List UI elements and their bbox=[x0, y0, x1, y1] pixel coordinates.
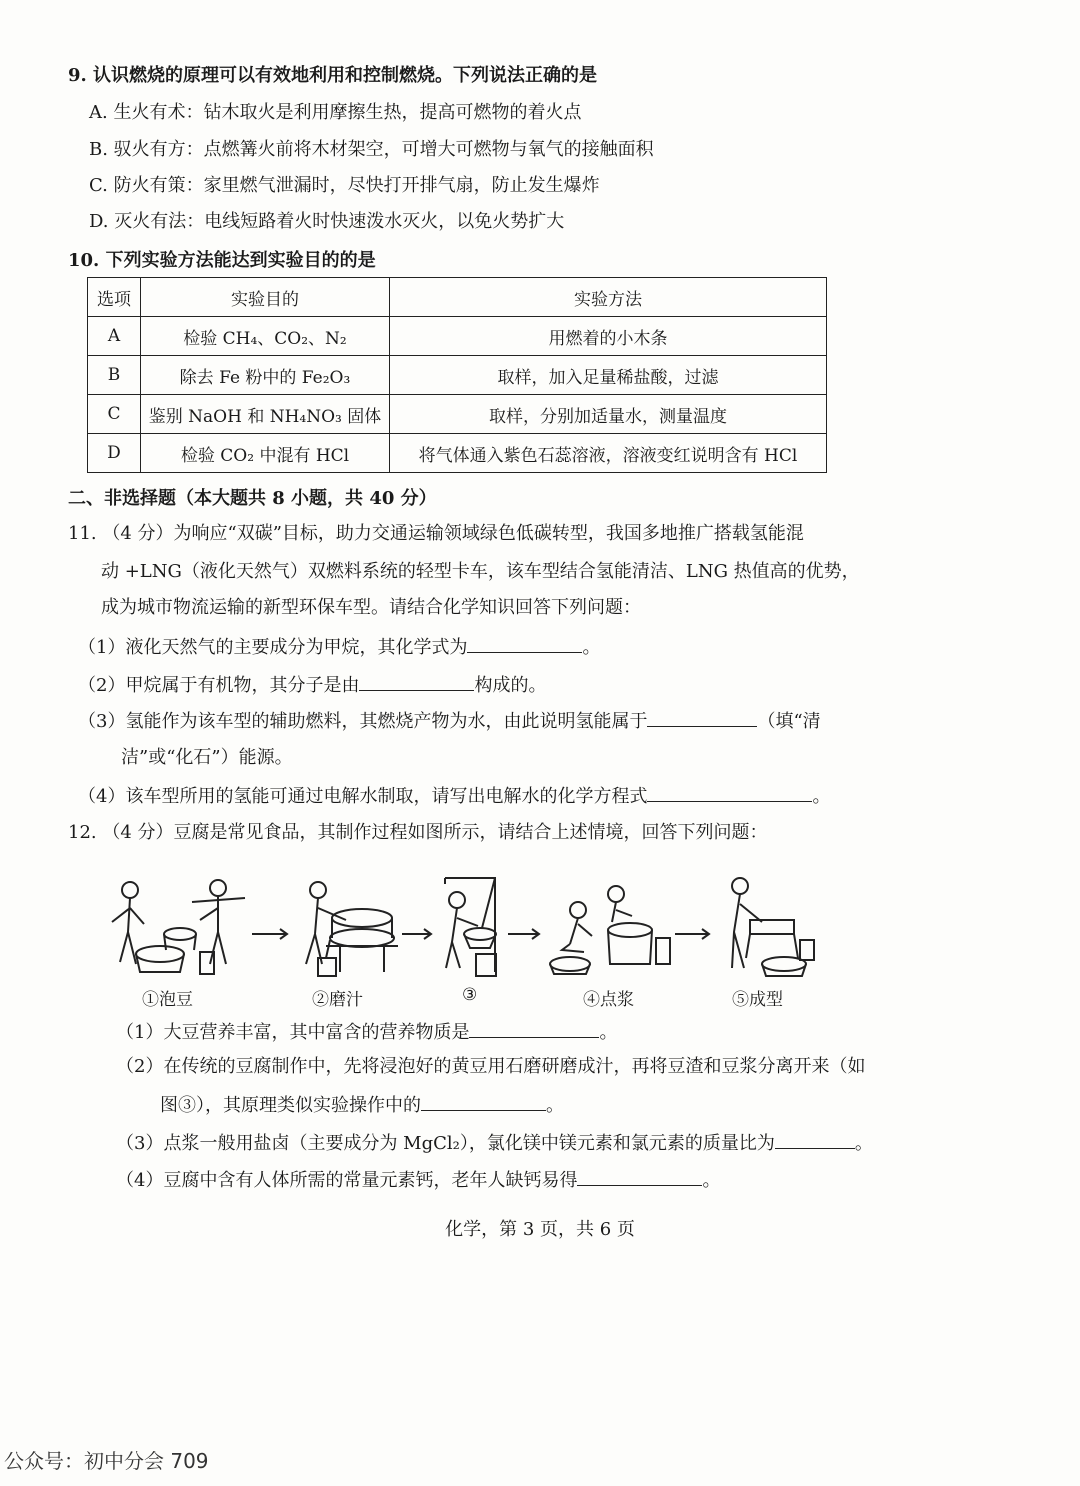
q9-option-b: B. 驭火有方：点燃篝火前将木材架空，可增大可燃物与氧气的接触面积 bbox=[89, 139, 654, 160]
q11-part2-end: 构成的。 bbox=[474, 675, 547, 696]
caption-step-4: ④点浆 bbox=[583, 990, 634, 1010]
table-cell: C bbox=[88, 395, 141, 434]
answer-blank[interactable] bbox=[421, 1092, 546, 1111]
answer-blank[interactable] bbox=[647, 783, 812, 802]
q11-part3-cont: 洁”或“化石”）能源。 bbox=[121, 747, 293, 768]
q12-part1-end: 。 bbox=[599, 1022, 618, 1043]
q12-part1-text: （1）大豆营养丰富，其中富含的营养物质是 bbox=[116, 1022, 470, 1043]
arrow bbox=[252, 929, 287, 939]
table-header: 实验方法 bbox=[390, 278, 827, 317]
table-cell: 鉴别 NaOH 和 NH₄NO₃ 固体 bbox=[141, 395, 390, 434]
caption-step-3: ③ bbox=[462, 985, 478, 1005]
table-row bbox=[88, 395, 827, 434]
q11-part3-tail: （填“清 bbox=[757, 711, 821, 732]
table-row bbox=[88, 356, 827, 395]
table-row bbox=[88, 317, 827, 356]
table-header: 选项 bbox=[88, 278, 141, 317]
q12-part2-cont bbox=[160, 1092, 564, 1118]
q9-stem: 9. 认识燃烧的原理可以有效地利用和控制燃烧。下列说法正确的是 bbox=[68, 65, 598, 86]
q10-stem: 10. 下列实验方法能达到实验目的的是 bbox=[68, 250, 376, 271]
q12-part4-end: 。 bbox=[702, 1170, 721, 1191]
table-cell: B bbox=[88, 356, 141, 395]
section-heading: 二、非选择题（本大题共 8 小题，共 40 分） bbox=[68, 488, 437, 509]
table-header: 实验目的 bbox=[141, 278, 390, 317]
page-footer: 化学，第 3 页，共 6 页 bbox=[445, 1219, 635, 1240]
q11-intro-line: 成为城市物流运输的新型环保车型。请结合化学知识回答下列问题： bbox=[101, 597, 641, 618]
q12-part2: （2）在传统的豆腐制作中，先将浸泡好的黄豆用石磨研磨成汁，再将豆渣和豆浆分离开来（如 bbox=[116, 1056, 866, 1077]
q11-part4 bbox=[78, 783, 830, 809]
answer-blank[interactable] bbox=[577, 1167, 702, 1186]
straining-figure bbox=[445, 878, 496, 976]
q11-intro-line: 11. （4 分）为响应“双碳”目标，助力交通运输领域绿色低碳转型，我国多地推广搭载氢能混 bbox=[68, 523, 804, 544]
q9-option-c: C. 防火有策：家里燃气泄漏时，尽快打开排气扇，防止发生爆炸 bbox=[89, 175, 600, 196]
caption-step-2: ②磨汁 bbox=[312, 990, 363, 1010]
arrow bbox=[508, 929, 539, 939]
table-cell: 取样，加入足量稀盐酸，过滤 bbox=[390, 356, 827, 395]
q12-part4-text: （4）豆腐中含有人体所需的常量元素钙，老年人缺钙易得 bbox=[116, 1170, 578, 1191]
caption-step-1: ①泡豆 bbox=[142, 990, 193, 1010]
table-header-row bbox=[88, 278, 827, 317]
coagulating-figure bbox=[550, 886, 670, 974]
q9-option-d: D. 灭火有法：电线短路着火时快速泼水灭火，以免火势扩大 bbox=[89, 211, 565, 232]
table-cell: A bbox=[88, 317, 141, 356]
q11-intro-line: 动 +LNG（液化天然气）双燃料系统的轻型卡车，该车型结合氢能清洁、LNG 热值高的优势， bbox=[101, 561, 860, 582]
arrow bbox=[675, 929, 709, 939]
q11-part2-text: （2）甲烷属于有机物，其分子是由 bbox=[78, 675, 360, 696]
grinding-figure bbox=[306, 882, 398, 976]
q11-part4-end: 。 bbox=[812, 786, 831, 807]
tofu-process-illustration bbox=[100, 872, 840, 992]
q9-option-a: A. 生火有术：钻木取火是利用摩擦生热，提高可燃物的着火点 bbox=[89, 102, 582, 123]
arrow bbox=[402, 929, 431, 939]
q12-part3 bbox=[116, 1130, 873, 1156]
q12-part4 bbox=[116, 1167, 720, 1193]
table-cell: 取样，分别加适量水，测量温度 bbox=[390, 395, 827, 434]
q10-table bbox=[87, 277, 827, 473]
watermark: 公众号：初中分会 709 bbox=[4, 1449, 209, 1473]
answer-blank[interactable] bbox=[647, 708, 757, 727]
q11-part1 bbox=[78, 634, 600, 660]
q11-part1-end: 。 bbox=[582, 637, 601, 658]
table-cell: 检验 CO₂ 中混有 HCl bbox=[141, 434, 390, 473]
soaking-beans-figure bbox=[112, 880, 245, 974]
table-cell: 用燃着的小木条 bbox=[390, 317, 827, 356]
q12-part3-text: （3）点浆一般用盐卤（主要成分为 MgCl₂），氯化镁中镁元素和氯元素的质量比为 bbox=[116, 1133, 775, 1154]
table-cell: 将气体通入紫色石蕊溶液，溶液变红说明含有 HCl bbox=[390, 434, 827, 473]
caption-step-5: ⑤成型 bbox=[732, 990, 783, 1010]
q11-part2 bbox=[78, 672, 546, 698]
answer-blank[interactable] bbox=[467, 634, 582, 653]
q11-part3 bbox=[78, 708, 821, 734]
q12-intro: 12. （4 分）豆腐是常见食品，其制作过程如图所示，请结合上述情境，回答下列问题： bbox=[68, 822, 768, 843]
answer-blank[interactable] bbox=[359, 672, 474, 691]
q11-part3-text: （3）氢能作为该车型的辅助燃料，其燃烧产物为水，由此说明氢能属于 bbox=[78, 711, 648, 732]
table-cell: 除去 Fe 粉中的 Fe₂O₃ bbox=[141, 356, 390, 395]
q11-part4-text: （4）该车型所用的氢能可通过电解水制取，请写出电解水的化学方程式 bbox=[78, 786, 648, 807]
q11-part1-text: （1）液化天然气的主要成分为甲烷，其化学式为 bbox=[78, 637, 468, 658]
q12-part1 bbox=[116, 1019, 617, 1045]
q12-part2-end: 。 bbox=[546, 1095, 564, 1116]
table-cell: 检验 CH₄、CO₂、N₂ bbox=[141, 317, 390, 356]
table-cell: D bbox=[88, 434, 141, 473]
answer-blank[interactable] bbox=[775, 1130, 855, 1149]
table-row bbox=[88, 434, 827, 473]
q12-part3-end: 。 bbox=[854, 1133, 873, 1154]
answer-blank[interactable] bbox=[469, 1019, 599, 1038]
q12-part2-text: 图③），其原理类似实验操作中的 bbox=[160, 1095, 421, 1116]
forming-figure bbox=[732, 878, 814, 976]
